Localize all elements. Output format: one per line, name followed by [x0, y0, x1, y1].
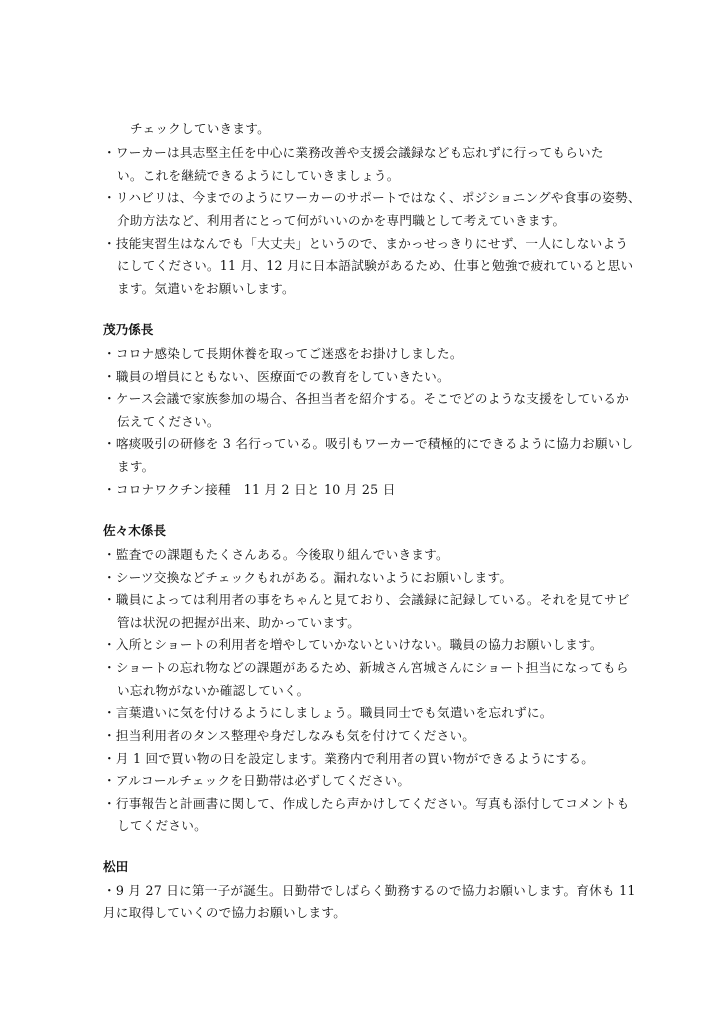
- paragraph-line: してください。: [117, 818, 207, 833]
- paragraph-line: ・入所とショートの利用者を増やしていかないといけない。職員の協力お願いします。: [103, 637, 603, 652]
- paragraph-line: ・コロナワクチン接種 11 月 2 日と 10 月 25 日: [103, 482, 396, 497]
- paragraph-line: 介助方法など、利用者にとって何がいいのかを専門職として考えていきます。: [117, 213, 566, 228]
- paragraph-line: い。これを継続できるようにしていきましょう。: [117, 168, 400, 183]
- paragraph-line: ・9 月 27 日に第一子が誕生。日勤帯でしばらく勤務するので協力お願いします。育休も 11: [103, 883, 636, 898]
- section-heading: 佐々木係長: [103, 523, 166, 538]
- section-heading: 茂乃係長: [103, 322, 154, 337]
- paragraph-line: ・技能実習生はなんでも「大丈夫」というので、まかっせっきりにせず、一人にしないよう: [103, 236, 629, 251]
- paragraph-line: ・コロナ感染して長期休養を取ってご迷惑をお掛けしました。: [103, 346, 463, 361]
- paragraph-line: ・ショートの忘れ物などの課題があるため、新城さん宮城さんにショート担当になってもら: [103, 660, 629, 675]
- paragraph-line: ・言葉遣いに気を付けるようにしましょう。職員同士でも気遣いを忘れずに。: [103, 705, 553, 720]
- section-heading: 松田: [103, 859, 129, 874]
- paragraph-line: ・職員によっては利用者の事をちゃんと見ており、会議録に記録している。それを見てサビ: [103, 592, 630, 607]
- paragraph-line: にしてください。11 月、12 月に日本語試験があるため、仕事と勉強で疲れていると思い: [117, 258, 634, 273]
- paragraph-line: ・月 1 回で買い物の日を設定します。業務内で利用者の買い物ができるようにする。: [103, 751, 595, 766]
- paragraph-line: い忘れ物がないか確認していく。: [117, 683, 310, 698]
- paragraph-line: ・行事報告と計画書に関して、作成したら声かけしてください。写真も添付してコメントも: [103, 796, 630, 811]
- paragraph-line: チェックしていきます。: [130, 121, 270, 136]
- paragraph-line: ・リハビリは、今までのようにワーカーのサポートではなく、ポジショニングや食事の姿勢、: [103, 190, 641, 205]
- paragraph-line: ・喀痰吸引の研修を 3 名行っている。吸引もワーカーで積極的にできるように協力お願いし: [103, 436, 634, 451]
- paragraph-line: 管は状況の把握が出来、助かっています。: [117, 615, 361, 630]
- paragraph-line: ・ケース会議で家族参加の場合、各担当者を紹介する。そこでどのような支援をしているか: [103, 391, 630, 406]
- paragraph-line: ・ワーカーは具志堅主任を中心に業務改善や支援会議録なども忘れずに行ってもらいた: [103, 145, 604, 160]
- paragraph-line: 伝えてください。: [117, 414, 220, 429]
- paragraph-line: ます。: [117, 459, 155, 474]
- paragraph-line: 月に取得していくので協力お願いします。: [103, 905, 347, 920]
- paragraph-line: ・担当利用者のタンス整理や身だしなみも気を付けてください。: [103, 728, 476, 743]
- paragraph-line: ・職員の増員にともない、医療面での教育をしていきたい。: [103, 369, 450, 384]
- paragraph-line: ・アルコールチェックを日勤帯は必ずしてください。: [103, 773, 411, 788]
- paragraph-line: ・シーツ交換などチェックもれがある。漏れないようにお願いします。: [103, 570, 513, 585]
- paragraph-line: ・監査での課題もたくさんある。今後取り組んでいきます。: [103, 547, 449, 562]
- paragraph-line: ます。気遣いをお願いします。: [117, 281, 295, 296]
